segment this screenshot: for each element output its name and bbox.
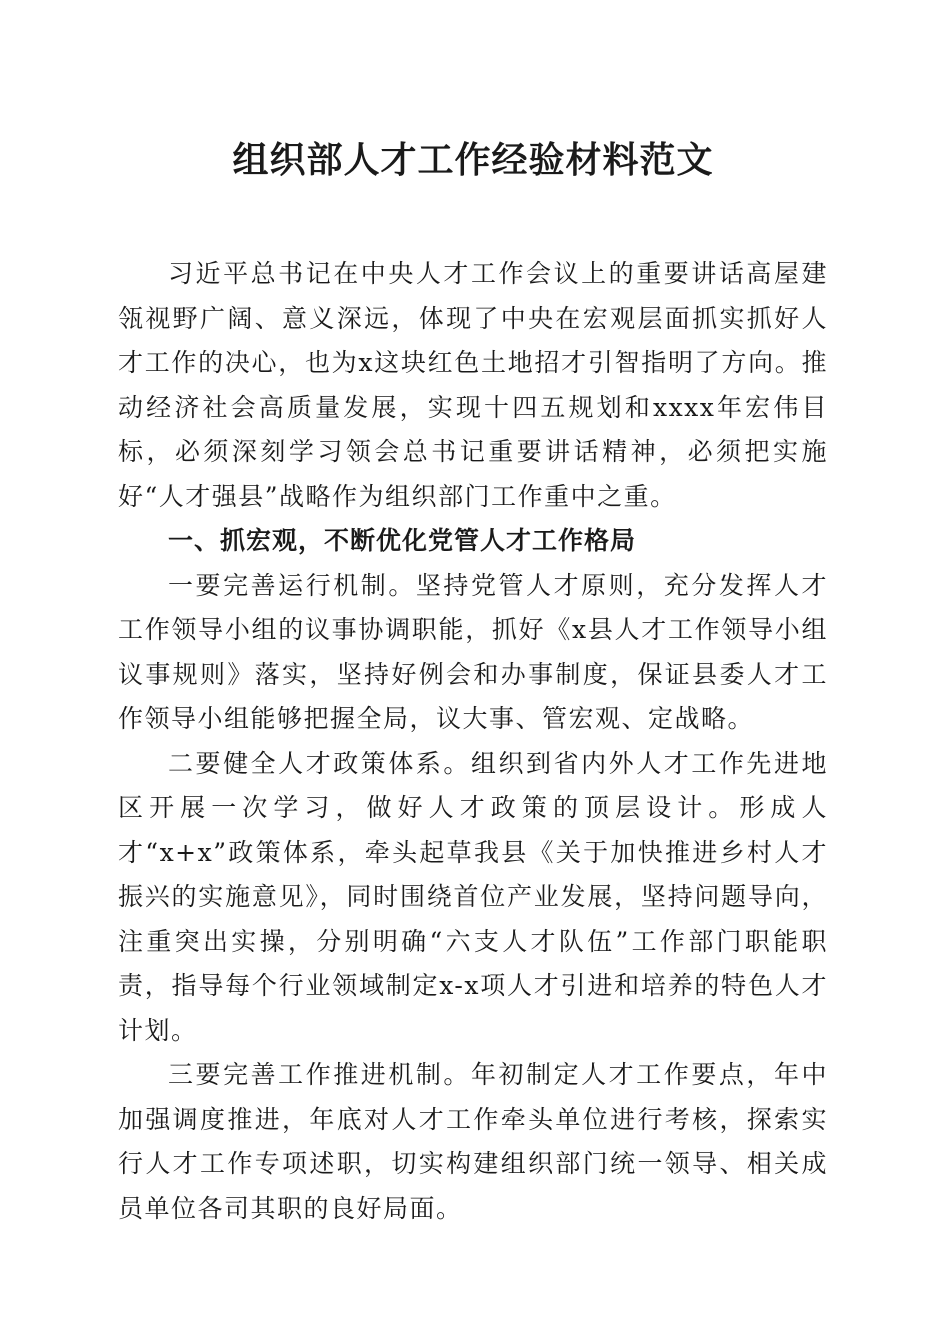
document-title: 组织部人才工作经验材料范文	[232, 139, 714, 181]
document-page	[118, 130, 828, 1231]
intro-paragraph: 习近平总书记在中央人才工作会议上的重要讲话高屋建瓴视野广阔、意义深远，体现了中央在宏观层面抓实抓好人才工作的决心，也为x这块红色土地招才引智指明了方向。推动经济社会高质量发展，实现十四五规划和xxxx年宏伟目标，必须深刻学习领会总书记重要讲话精神，必须把实施好“人才强县”战略作为组织部门工作重中之重。	[118, 259, 828, 511]
body-paragraph-1: 一要完善运行机制。坚持党管人才原则，充分发挥人才工作领导小组的议事协调职能，抓好《x县人才工作领导小组议事规则》落实，坚持好例会和办事制度，保证县委人才工作领导小组能够把握全局，议大事、管宏观、定战略。	[118, 570, 828, 733]
body-paragraph-3: 三要完善工作推进机制。年初制定人才工作要点，年中加强调度推进，年底对人才工作牵头单位进行考核，探索实行人才工作专项述职，切实构建组织部门统一领导、相关成员单位各司其职的良好局面。	[118, 1060, 828, 1223]
body-paragraph-2: 二要健全人才政策体系。组织到省内外人才工作先进地区开展一次学习，做好人才政策的顶层设计。形成人才“x+x”政策体系，牵头起草我县《关于加快推进乡村人才振兴的实施意见》，同时围绕首位产业发展，坚持问题导向，注重突出实操，分别明确“六支人才队伍”工作部门职能职责，指导每个行业领域制定x-x项人才引进和培养的特色人才计划。	[118, 748, 828, 1045]
section-heading: 一、抓宏观，不断优化党管人才工作格局	[168, 526, 637, 555]
